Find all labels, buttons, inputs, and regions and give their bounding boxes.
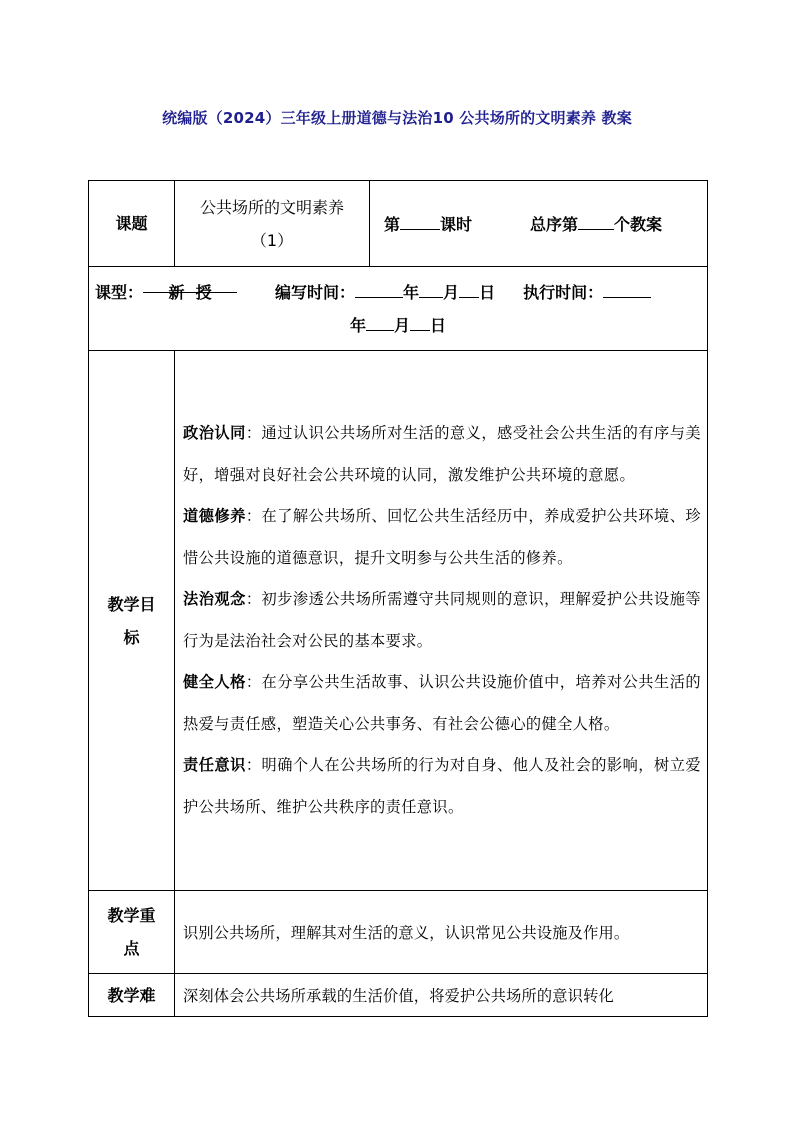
period-suffix: 课时 (440, 215, 473, 234)
topic-label: 课题 (89, 181, 175, 267)
topic-value-line2: （1） (250, 230, 294, 250)
key-points-text: 识别公共场所，理解其对生活的意义，认识常见公共设施及作用。 (175, 891, 708, 974)
sequence-suffix: 个教案 (614, 215, 663, 234)
objective-item: 道德修养：在了解公共场所、回忆公共生活经历中，养成爱护公共环境、珍惜公共设施的道德意识，提升文明参与公共生活的修养。 (183, 507, 701, 567)
write-day: 日 (479, 282, 496, 302)
key-points-label (89, 891, 175, 974)
key-points-label-line2: 点 (123, 939, 140, 958)
objectives-label-line1: 教学目 (107, 594, 156, 614)
lesson-plan-table (88, 180, 708, 1017)
objective-item: 健全人格：在分享公共生活故事、认识公共设施价值中，培养对公共生活的热爱与责任感，塑造关心公共事务、有社会公德心的健全人格。 (183, 673, 701, 733)
exec-year: 年 (349, 315, 366, 335)
period-prefix: 第 (384, 215, 401, 234)
period-info (370, 181, 708, 267)
type-line-1 (95, 276, 701, 309)
write-month: 月 (443, 282, 460, 302)
exec-day: 日 (430, 315, 447, 335)
period-blank (400, 213, 440, 230)
objective-item: 政治认同：通过认识公共场所对生活的意义，感受社会公共生活的有序与美好，增强对良好社会公共环境的认同，激发维护公共环境的意愿。 (183, 424, 701, 484)
objectives-row (89, 351, 708, 891)
key-points-label-line1: 教学重 (107, 906, 156, 925)
objective-item: 责任意识：明确个人在公共场所的行为对自身、他人及社会的影响，树立爱护公共场所、维护公共秩序的责任意识。 (183, 756, 701, 816)
objectives-label-line2: 标 (123, 627, 140, 647)
key-points-row (89, 891, 708, 974)
exec-month: 月 (393, 315, 410, 335)
document-title: 统编版（2024）三年级上册道德与法治10 公共场所的文明素养 教案 (162, 109, 632, 127)
write-time-label: 编写时间： (275, 282, 356, 302)
objectives-content (175, 351, 708, 891)
topic-row (89, 181, 708, 267)
topic-value (175, 181, 370, 267)
sequence-prefix: 总序第 (530, 215, 579, 234)
type-and-time (89, 267, 708, 351)
type-value: 新 授 (143, 276, 237, 293)
exec-time-label: 执行时间： (523, 282, 604, 302)
difficulties-row (89, 974, 708, 1017)
write-year: 年 (403, 282, 420, 302)
objectives-label (89, 351, 175, 891)
sequence-blank (578, 213, 614, 230)
objective-item: 法治观念：初步渗透公共场所需遵守共同规则的意识，理解爱护公共设施等行为是法治社会对公民的基本要求。 (183, 590, 701, 650)
type-row (89, 267, 708, 351)
topic-value-line1: 公共场所的文明素养 (199, 197, 344, 217)
difficulties-label: 教学难 (89, 974, 175, 1017)
type-line-2 (95, 309, 701, 342)
difficulties-text: 深刻体会公共场所承载的生活价值，将爱护公共场所的意识转化 (175, 974, 708, 1017)
type-label: 课型： (95, 282, 144, 302)
